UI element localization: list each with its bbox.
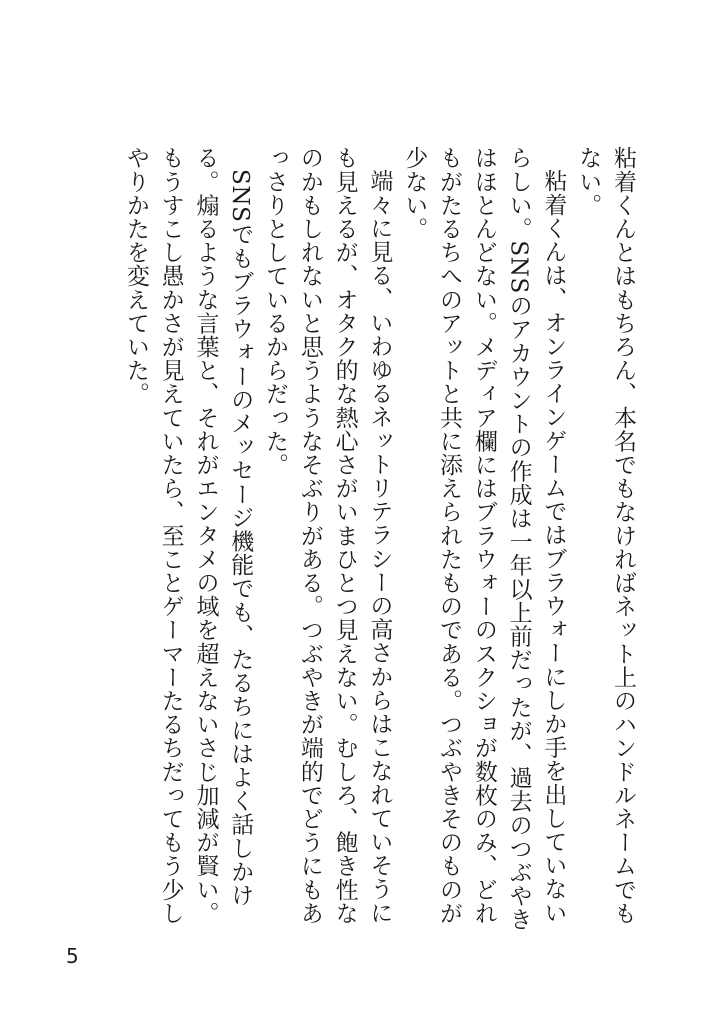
paragraph-2: 粘着くんは、オンラインゲームではブラウォーにしか手を出していないらしい。SNSのアカウントの作成は一年以上前だったが、過去のつぶやきはほとんどない。メディア欄にはブラウォーのスクショが数枚のみ、どれもがたるちへのアットと共に添えられたものである。つぶやきそのものが少ない。 bbox=[401, 146, 567, 932]
paragraph-4: SNSでもブラウォーのメッセージ機能でも、たるちにはよく話しかける。煽るような言葉と、それがエンタメの域を超えないさじ加減が賢い。もうすこし愚かさが見えていたら、至ことゲーマーたるちだってもう少しやりかたを変えていた。 bbox=[122, 146, 254, 925]
page-number: 5 bbox=[66, 944, 79, 968]
paragraph-3: 端々に見る、いわゆるネットリテラシーの高さからはこなれていそうにも見えるが、オタク的な熱心さがいまひとつ見えない。むしろ、飽き性なのかもしれないと思うようなそぶりがある。つぶやきが端的でどうにもあっさりとしているからだった。 bbox=[262, 146, 393, 925]
paragraph-1: 粘着くんとはもちろん、本名でもなければネット上のハンドルネームでもない。 bbox=[575, 146, 636, 925]
vertical-text-body bbox=[118, 146, 640, 936]
